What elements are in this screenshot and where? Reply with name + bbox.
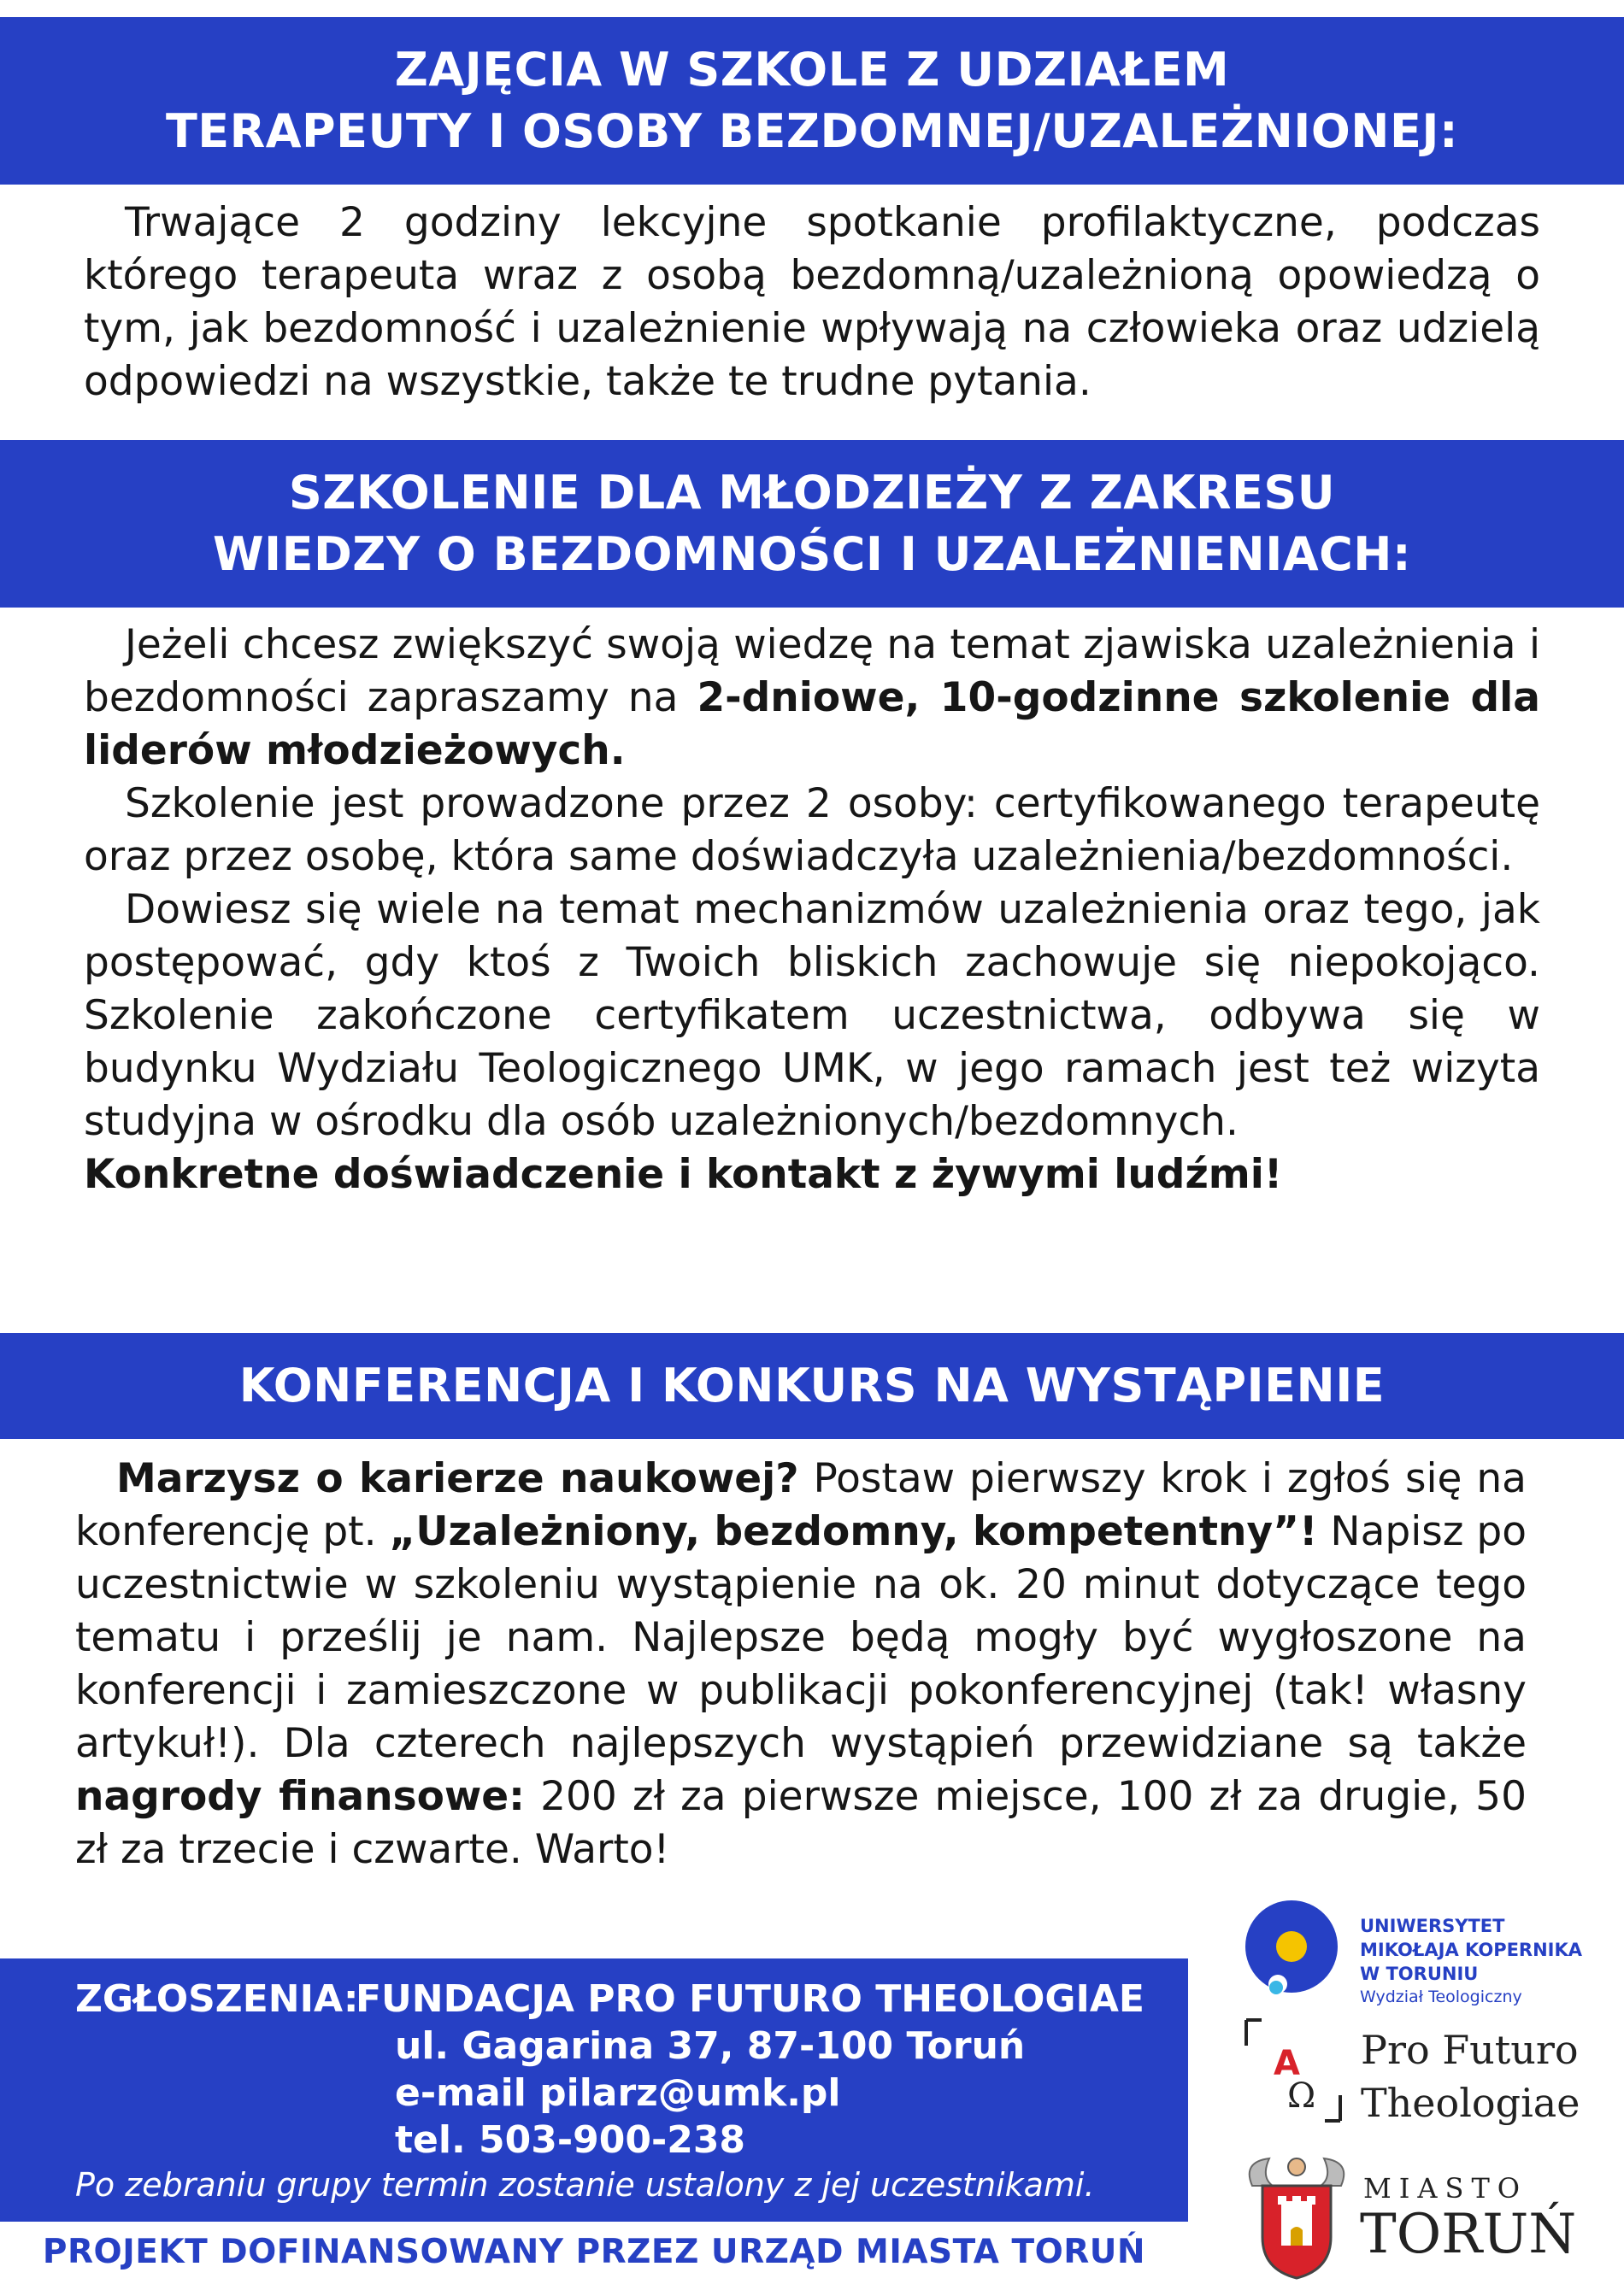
paragraph-text: Postaw pierwszy krok i zgłoś się na konferencję pt. bbox=[75, 1455, 1527, 1555]
contact-note: Po zebraniu grupy termin zostanie ustalony z jej uczestnikami. bbox=[75, 2166, 1095, 2204]
umk-name-line: UNIWERSYTET bbox=[1360, 1916, 1505, 1936]
heading-line: WIEDZY O BEZDOMNOŚCI I UZALEŻNIENIACH: bbox=[212, 527, 1412, 581]
contact-box bbox=[0, 1958, 1188, 2222]
umk-emblem-icon bbox=[1244, 1899, 1355, 2010]
torun-city-logo bbox=[1244, 2152, 1620, 2288]
torun-miasto-label: MIASTO bbox=[1363, 2172, 1528, 2205]
closing-statement: Konkretne doświadczenie i kontakt z żywymi ludźmi! bbox=[84, 1151, 1283, 1198]
umk-name-line: MIKOŁAJA KOPERNIKA bbox=[1360, 1940, 1583, 1960]
paragraph-text: Napisz po uczestnictwie w szkoleniu wystąpienie na ok. 20 minut dotyczące tego tematu i prześlij je nam. Najlepsze będą mogły być wygłoszone na konferencji i zamieszczone w publikacji pokonferencyjnej (tak! własny artykuł!). Dla czterech najlepszych wystąpień przewidziane są także bbox=[75, 1508, 1527, 1767]
section-heading-conference bbox=[0, 1333, 1624, 1439]
heading-line: ZAJĘCIA W SZKOLE Z UDZIAŁEM bbox=[394, 43, 1230, 97]
contact-organization: FUNDACJA PRO FUTURO THEOLOGIAE bbox=[356, 1977, 1144, 2021]
umk-faculty: Wydział Teologiczny bbox=[1360, 1988, 1522, 2006]
alpha-omega-icon bbox=[1239, 2015, 1350, 2126]
paragraph-highlight bbox=[84, 1148, 1540, 1201]
heading-line: SZKOLENIE DLA MŁODZIEŻY Z ZAKRESU bbox=[288, 466, 1336, 520]
paragraph: Trwające 2 godziny lekcyjne spotkanie profilaktyczne, podczas którego terapeuta wraz z osobą bezdomną/uzależnioną opowiedzą o tym, jak bezdomność i uzależnienie wpływają na człowieka oraz udzielą odpowiedzi na wszystkie, także te trudne pytania. bbox=[84, 199, 1540, 405]
paragraph-highlight: Marzysz o karierze naukowej? bbox=[116, 1455, 799, 1502]
contact-phone[interactable]: tel. 503-900-238 bbox=[395, 2118, 746, 2162]
umk-name-line: W TORUNIU bbox=[1360, 1964, 1479, 1984]
heading-line: KONFERENCJA I KONKURS NA WYSTĄPIENIE bbox=[238, 1359, 1386, 1412]
paragraph bbox=[75, 1453, 1527, 1876]
torun-coat-of-arms-icon bbox=[1244, 2152, 1350, 2280]
pro-futuro-line: Theologiae bbox=[1361, 2080, 1580, 2126]
contact-label: ZGŁOSZENIA: bbox=[75, 1977, 359, 2021]
funding-footer: PROJEKT DOFINANSOWANY PRZEZ URZĄD MIASTA TORUŃ bbox=[42, 2233, 1146, 2271]
paragraph-highlight: nagrody finansowe: bbox=[75, 1773, 525, 1820]
alpha-mark: A bbox=[1274, 2044, 1300, 2083]
contact-email[interactable]: e-mail pilarz@umk.pl bbox=[395, 2071, 841, 2115]
umk-name bbox=[1360, 1914, 1582, 1986]
torun-name-label: TORUŃ bbox=[1360, 2203, 1577, 2266]
section-heading-youth-training bbox=[0, 440, 1624, 608]
paragraph bbox=[84, 619, 1540, 778]
paragraph-text: Jeżeli chcesz zwiększyć swoją wiedzę na temat zjawiska uzależnienia i bezdomności zapraszamy na bbox=[84, 621, 1540, 721]
conference-title: „Uzależniony, bezdomny, kompetentny”! bbox=[389, 1508, 1318, 1555]
section-school-classes bbox=[84, 197, 1540, 408]
umk-logo bbox=[1244, 1899, 1603, 2010]
section-youth-training bbox=[84, 619, 1540, 1201]
paragraph: Szkolenie jest prowadzone przez 2 osoby: certyfikowanego terapeutę oraz przez osobę, która same doświadczyła uzależnienia/bezdomności. bbox=[84, 780, 1540, 880]
omega-mark: Ω bbox=[1287, 2076, 1316, 2116]
pro-futuro-name bbox=[1361, 2023, 1580, 2129]
section-conference bbox=[75, 1453, 1527, 1876]
heading-line: TERAPEUTY I OSOBY BEZDOMNEJ/UZALEŻNIONEJ: bbox=[165, 104, 1459, 158]
section-heading-school-classes bbox=[0, 17, 1624, 185]
paragraph-highlight: 2-dniowe, 10-godzinne szkolenie dla liderów młodzieżowych. bbox=[84, 674, 1540, 774]
paragraph: Dowiesz się wiele na temat mechanizmów uzależnienia oraz tego, jak postępować, gdy ktoś z Twoich bliskich zachowuje się niepokojąco. Szkolenie zakończone certyfikatem uczestnictwa, odbywa się w budynku Wydziału Teologicznego UMK, w jego ramach jest też wizyta studyjna w ośrodku dla osób uzależnionych/bezdomnych. bbox=[84, 886, 1540, 1145]
pro-futuro-line: Pro Futuro bbox=[1361, 2027, 1579, 2073]
paragraph-text: 200 zł za pierwsze miejsce, 100 zł za drugie, 50 zł za trzecie i czwarte. Warto! bbox=[75, 1773, 1527, 1873]
contact-address: ul. Gagarina 37, 87-100 Toruń bbox=[395, 2024, 1026, 2068]
pro-futuro-logo bbox=[1239, 2015, 1615, 2135]
